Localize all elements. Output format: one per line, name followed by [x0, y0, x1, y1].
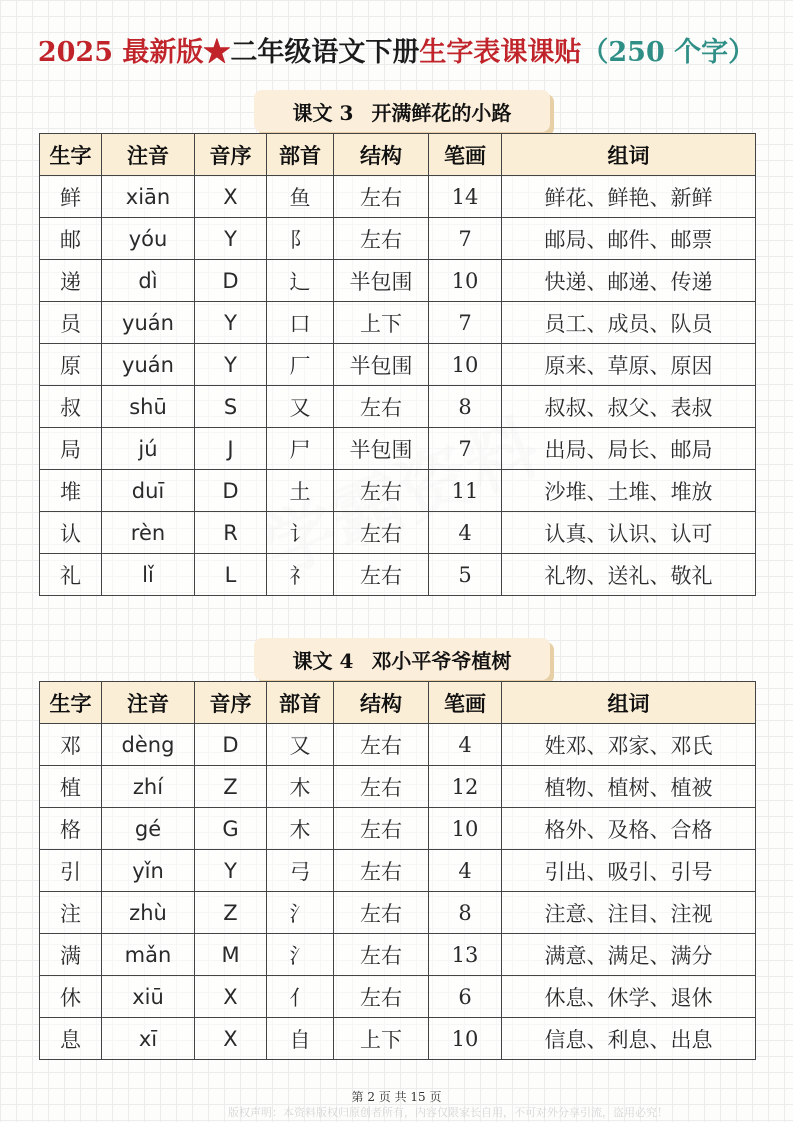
pinyin-cell: dèng	[102, 724, 195, 766]
table-row	[40, 554, 756, 596]
radical-cell: 氵	[267, 934, 334, 976]
lesson-title: 开满鲜花的小路	[371, 100, 512, 125]
radical-cell: 又	[267, 386, 334, 428]
stroke-count-cell: 5	[429, 554, 502, 596]
radical-cell: 讠	[267, 512, 334, 554]
page-number: 第 2 页 共 15 页	[351, 1090, 442, 1104]
character-cell: 休	[40, 976, 102, 1018]
radical-cell: 阝	[267, 218, 334, 260]
stroke-count-cell: 10	[429, 1018, 502, 1060]
phonetic-index-cell: M	[195, 934, 267, 976]
structure-cell: 左右	[334, 386, 429, 428]
table-row	[40, 934, 756, 976]
radical-cell: 厂	[267, 344, 334, 386]
table-header-row	[40, 134, 756, 176]
radical-cell: 尸	[267, 428, 334, 470]
stroke-count-cell: 12	[429, 766, 502, 808]
radical-cell: 弓	[267, 850, 334, 892]
structure-cell: 半包围	[334, 344, 429, 386]
lesson-4-table	[39, 681, 756, 1060]
word-group-cell: 引出、吸引、引号	[502, 850, 756, 892]
column-header: 组词	[502, 134, 756, 176]
title-subject: 二年级语文下册	[230, 37, 420, 68]
phonetic-index-cell: L	[195, 554, 267, 596]
pinyin-cell: dì	[102, 260, 195, 302]
lesson-number: 课文 3	[292, 100, 354, 125]
structure-cell: 左右	[334, 512, 429, 554]
stroke-count-cell: 13	[429, 934, 502, 976]
lesson-4-heading	[254, 638, 550, 680]
word-group-cell: 姓邓、邓家、邓氏	[502, 724, 756, 766]
structure-cell: 左右	[334, 892, 429, 934]
column-header: 注音	[102, 682, 195, 724]
column-header: 音序	[195, 134, 267, 176]
structure-cell: 左右	[334, 808, 429, 850]
radical-cell: 自	[267, 1018, 334, 1060]
lesson-number: 课文 4	[292, 648, 354, 673]
phonetic-index-cell: R	[195, 512, 267, 554]
character-cell: 植	[40, 766, 102, 808]
table-row	[40, 512, 756, 554]
phonetic-index-cell: J	[195, 428, 267, 470]
copyright-notice: 版权声明：本资料版权归原创者所有，内容仅限家长自用，不可对外分享引流，盗用必究！	[228, 1106, 668, 1119]
radical-cell: 亻	[267, 976, 334, 1018]
character-cell: 叔	[40, 386, 102, 428]
pinyin-cell: xiū	[102, 976, 195, 1018]
phonetic-index-cell: D	[195, 724, 267, 766]
word-group-cell: 叔叔、叔父、表叔	[502, 386, 756, 428]
phonetic-index-cell: Y	[195, 302, 267, 344]
character-cell: 邓	[40, 724, 102, 766]
pinyin-cell: lǐ	[102, 554, 195, 596]
stroke-count-cell: 8	[429, 386, 502, 428]
table-row	[40, 766, 756, 808]
pinyin-cell: yuán	[102, 344, 195, 386]
column-header: 笔画	[429, 682, 502, 724]
page-title	[0, 30, 793, 69]
column-header: 结构	[334, 682, 429, 724]
radical-cell: 口	[267, 302, 334, 344]
phonetic-index-cell: Y	[195, 218, 267, 260]
stroke-count-cell: 7	[429, 428, 502, 470]
lesson-3-heading	[254, 90, 550, 132]
table-header-row	[40, 682, 756, 724]
table-row	[40, 470, 756, 512]
word-group-cell: 植物、植树、植被	[502, 766, 756, 808]
word-group-cell: 礼物、送礼、敬礼	[502, 554, 756, 596]
table-row	[40, 386, 756, 428]
pinyin-cell: rèn	[102, 512, 195, 554]
column-header: 注音	[102, 134, 195, 176]
table-row	[40, 808, 756, 850]
stroke-count-cell: 11	[429, 470, 502, 512]
radical-cell: 氵	[267, 892, 334, 934]
stroke-count-cell: 4	[429, 850, 502, 892]
stroke-count-cell: 10	[429, 808, 502, 850]
character-cell: 认	[40, 512, 102, 554]
phonetic-index-cell: Y	[195, 344, 267, 386]
word-group-cell: 鲜花、鲜艳、新鲜	[502, 176, 756, 218]
character-cell: 鲜	[40, 176, 102, 218]
structure-cell: 左右	[334, 724, 429, 766]
phonetic-index-cell: D	[195, 260, 267, 302]
stroke-count-cell: 10	[429, 260, 502, 302]
structure-cell: 左右	[334, 470, 429, 512]
table-row	[40, 176, 756, 218]
pinyin-cell: jú	[102, 428, 195, 470]
structure-cell: 左右	[334, 218, 429, 260]
word-group-cell: 员工、成员、队员	[502, 302, 756, 344]
structure-cell: 左右	[334, 766, 429, 808]
phonetic-index-cell: X	[195, 1018, 267, 1060]
star-icon: ★	[203, 37, 231, 68]
word-group-cell: 认真、认识、认可	[502, 512, 756, 554]
structure-cell: 上下	[334, 302, 429, 344]
column-header: 生字	[40, 682, 102, 724]
character-cell: 局	[40, 428, 102, 470]
title-table-name: 生字表课课贴	[419, 37, 582, 68]
character-cell: 递	[40, 260, 102, 302]
lesson-3-table	[39, 133, 756, 596]
character-cell: 堆	[40, 470, 102, 512]
phonetic-index-cell: Z	[195, 766, 267, 808]
table-row	[40, 428, 756, 470]
radical-cell: 土	[267, 470, 334, 512]
column-header: 生字	[40, 134, 102, 176]
table-row	[40, 302, 756, 344]
stroke-count-cell: 4	[429, 512, 502, 554]
stroke-count-cell: 10	[429, 344, 502, 386]
radical-cell: 礻	[267, 554, 334, 596]
column-header: 组词	[502, 682, 756, 724]
radical-cell: 木	[267, 808, 334, 850]
structure-cell: 左右	[334, 934, 429, 976]
phonetic-index-cell: S	[195, 386, 267, 428]
table-row	[40, 218, 756, 260]
word-group-cell: 满意、满足、满分	[502, 934, 756, 976]
pinyin-cell: zhí	[102, 766, 195, 808]
pinyin-cell: shū	[102, 386, 195, 428]
phonetic-index-cell: Y	[195, 850, 267, 892]
word-group-cell: 邮局、邮件、邮票	[502, 218, 756, 260]
character-cell: 满	[40, 934, 102, 976]
pinyin-cell: xiān	[102, 176, 195, 218]
structure-cell: 左右	[334, 850, 429, 892]
stroke-count-cell: 7	[429, 218, 502, 260]
table-row	[40, 892, 756, 934]
stroke-count-cell: 4	[429, 724, 502, 766]
structure-cell: 上下	[334, 1018, 429, 1060]
pinyin-cell: yǐn	[102, 850, 195, 892]
title-count: （250 个字）	[581, 37, 756, 68]
character-cell: 格	[40, 808, 102, 850]
title-edition: 最新版	[122, 37, 204, 68]
character-cell: 邮	[40, 218, 102, 260]
word-group-cell: 沙堆、土堆、堆放	[502, 470, 756, 512]
pinyin-cell: gé	[102, 808, 195, 850]
stroke-count-cell: 6	[429, 976, 502, 1018]
phonetic-index-cell: Z	[195, 892, 267, 934]
pinyin-cell: zhù	[102, 892, 195, 934]
word-group-cell: 注意、注目、注视	[502, 892, 756, 934]
table-row	[40, 724, 756, 766]
pinyin-cell: xī	[102, 1018, 195, 1060]
phonetic-index-cell: D	[195, 470, 267, 512]
phonetic-index-cell: X	[195, 976, 267, 1018]
radical-cell: 又	[267, 724, 334, 766]
structure-cell: 左右	[334, 176, 429, 218]
table-row	[40, 976, 756, 1018]
title-year: 2025	[37, 37, 113, 68]
phonetic-index-cell: G	[195, 808, 267, 850]
word-group-cell: 快递、邮递、传递	[502, 260, 756, 302]
stroke-count-cell: 7	[429, 302, 502, 344]
structure-cell: 左右	[334, 554, 429, 596]
structure-cell: 半包围	[334, 260, 429, 302]
column-header: 结构	[334, 134, 429, 176]
column-header: 部首	[267, 682, 334, 724]
stroke-count-cell: 14	[429, 176, 502, 218]
column-header: 音序	[195, 682, 267, 724]
lesson-title: 邓小平爷爷植树	[371, 648, 512, 673]
word-group-cell: 信息、利息、出息	[502, 1018, 756, 1060]
phonetic-index-cell: X	[195, 176, 267, 218]
column-header: 部首	[267, 134, 334, 176]
radical-cell: 木	[267, 766, 334, 808]
radical-cell: 鱼	[267, 176, 334, 218]
word-group-cell: 格外、及格、合格	[502, 808, 756, 850]
pinyin-cell: mǎn	[102, 934, 195, 976]
stroke-count-cell: 8	[429, 892, 502, 934]
structure-cell: 左右	[334, 976, 429, 1018]
word-group-cell: 休息、休学、退休	[502, 976, 756, 1018]
radical-cell: 辶	[267, 260, 334, 302]
character-cell: 员	[40, 302, 102, 344]
character-cell: 礼	[40, 554, 102, 596]
structure-cell: 半包围	[334, 428, 429, 470]
table-row	[40, 344, 756, 386]
word-group-cell: 原来、草原、原因	[502, 344, 756, 386]
table-row	[40, 1018, 756, 1060]
character-cell: 原	[40, 344, 102, 386]
character-cell: 注	[40, 892, 102, 934]
table-row	[40, 260, 756, 302]
word-group-cell: 出局、局长、邮局	[502, 428, 756, 470]
character-cell: 息	[40, 1018, 102, 1060]
pinyin-cell: duī	[102, 470, 195, 512]
character-cell: 引	[40, 850, 102, 892]
table-row	[40, 850, 756, 892]
pinyin-cell: yuán	[102, 302, 195, 344]
column-header: 笔画	[429, 134, 502, 176]
pinyin-cell: yóu	[102, 218, 195, 260]
